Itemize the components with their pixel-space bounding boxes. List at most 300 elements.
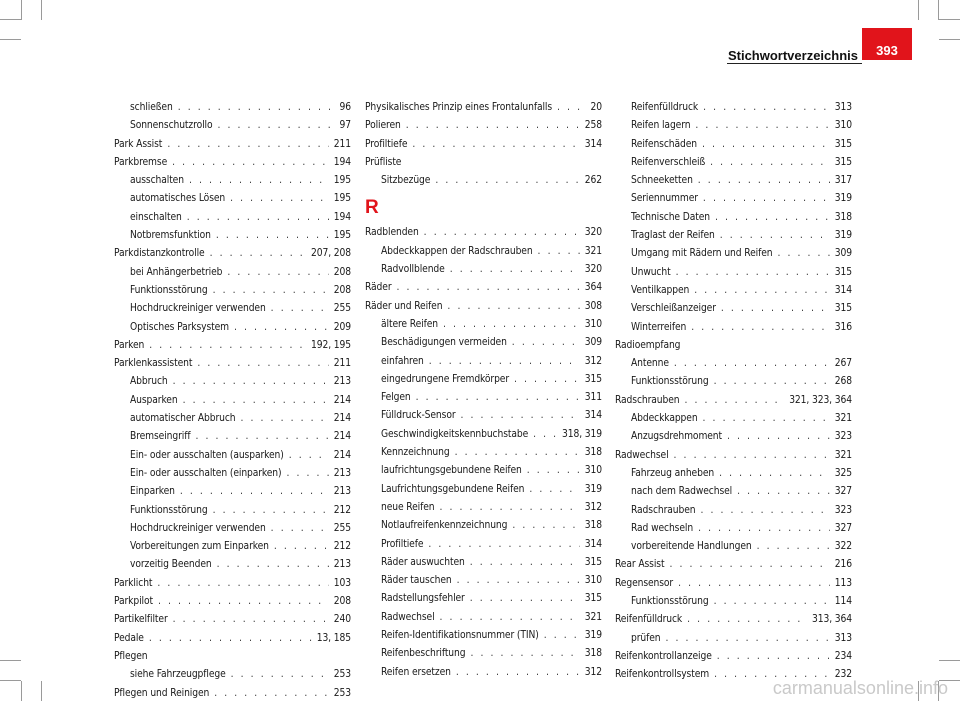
leader-dots	[428, 536, 579, 554]
index-subentry	[365, 371, 602, 389]
crop-mark-top-right-v	[938, 0, 939, 20]
index-term: siehe Fahrzeugpflege	[130, 669, 226, 681]
index-subentry	[114, 117, 351, 135]
leader-dots	[674, 447, 830, 465]
index-page-reference: 318	[834, 211, 852, 223]
index-term: Traglast der Reifen	[631, 230, 715, 242]
leader-dots	[687, 611, 807, 629]
leader-dots	[412, 136, 579, 154]
leader-dots	[189, 172, 329, 190]
index-term: Radwechsel	[381, 611, 435, 623]
index-term: einfahren	[381, 355, 424, 367]
index-subentry	[615, 209, 852, 227]
index-subentry	[365, 353, 602, 371]
index-page-reference: 314	[584, 410, 602, 422]
leader-dots	[271, 520, 329, 538]
page-number-box	[862, 28, 912, 60]
index-term: einschalten	[130, 211, 182, 223]
leader-dots	[691, 319, 830, 337]
index-term: Physikalisches Prinzip eines Frontalunfalls	[365, 102, 553, 113]
leader-dots	[195, 428, 328, 446]
index-page-reference: 313	[834, 632, 852, 644]
index-page-reference: 212	[333, 541, 351, 553]
index-term: Radschrauben	[615, 394, 680, 406]
index-page-reference: 318, 319	[562, 428, 602, 440]
index-entry	[365, 136, 602, 154]
index-subentry	[365, 172, 602, 190]
index-page-reference: 321	[584, 245, 602, 257]
index-subentry	[114, 190, 351, 208]
index-page-reference: 315	[584, 556, 602, 568]
index-page-reference: 311	[584, 392, 602, 404]
leader-dots	[406, 117, 580, 135]
index-page-reference: 234	[834, 650, 852, 662]
index-term: Beschädigungen vermeiden	[381, 337, 507, 349]
leader-dots	[149, 337, 306, 355]
index-entry	[615, 611, 852, 629]
index-entry	[114, 337, 351, 355]
leader-dots	[187, 209, 329, 227]
page-title: Stichwortverzeichnis	[727, 48, 858, 63]
index-term: Reifenverschleiß	[631, 156, 706, 168]
index-term: Technische Daten	[631, 211, 711, 223]
leader-dots	[234, 319, 329, 337]
index-term: Antenne	[631, 358, 669, 370]
index-term: Polieren	[365, 120, 401, 132]
index-page-reference: 214	[333, 449, 351, 461]
index-page-reference: 309	[834, 248, 852, 260]
index-page-reference: 320	[584, 227, 602, 239]
index-subentry	[114, 99, 351, 117]
index-page-reference: 213	[333, 559, 351, 571]
index-page-reference: 232	[834, 669, 852, 681]
index-entry	[365, 117, 602, 135]
index-term: eingedrungene Fremdkörper	[381, 373, 509, 385]
leader-dots	[461, 407, 580, 425]
index-subentry	[114, 373, 351, 391]
leader-dots	[512, 334, 580, 352]
index-term: Umgang mit Rädern und Reifen	[631, 248, 773, 260]
index-page-reference: 321	[834, 413, 852, 425]
leader-dots	[214, 685, 329, 703]
index-page-reference: 114	[834, 596, 852, 608]
crop-mark-top-left-h2	[0, 39, 21, 40]
leader-dots	[231, 666, 329, 684]
index-term: Sitzbezüge	[381, 175, 431, 187]
index-subentry	[114, 556, 351, 574]
index-page-reference: 318	[584, 447, 602, 459]
index-subentry	[114, 538, 351, 556]
leader-dots	[470, 590, 580, 608]
index-page-reference: 267	[834, 358, 852, 370]
leader-dots	[757, 538, 830, 556]
index-term: Ein- oder ausschalten (ausparken)	[130, 449, 284, 461]
index-term: Partikelfilter	[114, 614, 168, 626]
index-term: Parkpilot	[114, 596, 153, 608]
index-subentry	[615, 630, 852, 648]
index-term: Parkbremse	[114, 156, 168, 168]
index-subentry	[615, 245, 852, 263]
index-term: Profiltiefe	[381, 538, 424, 550]
index-term: Seriennummer	[631, 193, 698, 205]
index-term: Unwucht	[631, 266, 671, 278]
leader-dots	[440, 609, 580, 627]
index-page-reference: 13, 185	[316, 632, 351, 644]
index-page-reference: 216	[834, 559, 852, 571]
index-page-reference: 308	[584, 300, 602, 312]
index-term: Geschwindigkeitskennbuchstabe	[381, 428, 529, 440]
index-term: Prüfliste	[365, 156, 402, 168]
index-subentry	[365, 517, 602, 535]
index-subentry	[615, 355, 852, 373]
header-rule	[727, 63, 862, 64]
index-page-reference: 315	[834, 266, 852, 278]
index-term: Fülldruck-Sensor	[381, 410, 456, 422]
leader-dots	[197, 355, 328, 373]
index-page-reference: 20	[590, 102, 602, 113]
leader-dots	[527, 462, 580, 480]
index-page-reference: 314	[834, 284, 852, 296]
index-subentry	[615, 154, 852, 172]
index-page-reference: 213	[333, 376, 351, 388]
index-term: Reifenkontrollanzeige	[615, 650, 712, 662]
index-term: Verschleißanzeiger	[631, 303, 716, 315]
index-page-reference: 315	[834, 303, 852, 315]
index-page-reference: 310	[584, 318, 602, 330]
leader-dots	[167, 136, 328, 154]
leader-dots	[684, 392, 784, 410]
index-page-reference: 195	[333, 175, 351, 187]
index-page-reference: 319	[584, 630, 602, 642]
index-subentry	[615, 593, 852, 611]
index-subentry	[114, 209, 351, 227]
leader-dots	[737, 483, 830, 501]
leader-dots	[710, 154, 830, 172]
index-page-reference: 315	[834, 156, 852, 168]
index-term: Reifenfülldruck	[615, 614, 683, 626]
index-term: Räder	[365, 282, 392, 294]
index-subentry	[365, 590, 602, 608]
index-term: Rear Assist	[615, 559, 665, 571]
index-page-reference: 212	[333, 504, 351, 516]
leader-dots	[695, 117, 829, 135]
leader-dots	[172, 154, 329, 172]
index-term: Reifenfülldruck	[631, 102, 699, 113]
leader-dots	[424, 224, 580, 242]
index-subentry	[365, 462, 602, 480]
crop-mark-top-left-h	[0, 19, 21, 20]
index-page-reference: 310	[584, 575, 602, 587]
leader-dots	[217, 556, 329, 574]
index-subentry	[615, 227, 852, 245]
index-term: Optisches Parksystem	[130, 321, 230, 333]
index-page-reference: 319	[834, 193, 852, 205]
index-entry	[615, 556, 852, 574]
page-number: 393	[876, 43, 898, 58]
leader-dots	[173, 611, 329, 629]
index-entry	[114, 593, 351, 611]
index-subentry	[615, 410, 852, 428]
index-page-reference: 318	[584, 648, 602, 660]
index-term: Hochdruckreiniger verwenden	[130, 522, 266, 534]
index-term: Reifen ersetzen	[381, 666, 451, 678]
index-term: Fahrzeug anheben	[631, 467, 715, 479]
index-page-reference: 314	[584, 538, 602, 550]
index-subentry	[615, 117, 852, 135]
index-subentry	[365, 334, 602, 352]
leader-dots	[217, 117, 334, 135]
index-term: automatisches Lösen	[130, 193, 226, 205]
leader-dots	[456, 664, 580, 682]
crop-mark-bottom-left-v	[21, 681, 22, 701]
index-entry	[114, 136, 351, 154]
index-letter-heading: R	[365, 197, 379, 219]
index-entry	[114, 355, 351, 373]
index-entry	[615, 392, 852, 410]
index-term: Ausparken	[130, 394, 178, 406]
index-entry	[114, 648, 351, 666]
index-term: Sonnenschutzrollo	[130, 120, 213, 132]
leader-dots	[676, 264, 830, 282]
leader-dots	[512, 517, 579, 535]
leader-dots	[702, 136, 830, 154]
index-entry	[114, 611, 351, 629]
index-term: Laufrichtungsgebundene Reifen	[381, 483, 525, 495]
leader-dots	[230, 190, 329, 208]
index-term: Abdeckkappen	[631, 413, 698, 425]
index-term: Kennzeichnung	[381, 447, 450, 459]
index-term: Pflegen	[114, 650, 148, 662]
index-term: Schneeketten	[631, 175, 693, 187]
index-term: Reifenschäden	[631, 138, 697, 150]
index-page-reference: 310	[584, 465, 602, 477]
index-page-reference: 97	[339, 120, 351, 132]
leader-dots	[443, 316, 580, 334]
index-term: Reifen lagern	[631, 120, 691, 132]
leader-dots	[698, 172, 830, 190]
index-subentry	[114, 227, 351, 245]
index-page-reference: 113	[834, 577, 852, 589]
index-term: Notbremsfunktion	[130, 230, 211, 242]
index-term: Pedale	[114, 632, 144, 644]
index-subentry	[365, 316, 602, 334]
index-term: Pflegen und Reinigen	[114, 687, 210, 699]
leader-dots	[538, 243, 580, 261]
index-page-reference: 315	[584, 373, 602, 385]
leader-dots	[678, 575, 830, 593]
index-term: Anzugsdrehmoment	[631, 431, 723, 443]
index-subentry	[365, 536, 602, 554]
index-subentry	[365, 499, 602, 517]
index-page-reference: 312	[584, 355, 602, 367]
index-term: Parklicht	[114, 577, 153, 589]
index-entry	[365, 279, 602, 297]
index-page-reference: 268	[834, 376, 852, 388]
leader-dots	[157, 575, 328, 593]
index-page-reference: 213	[333, 467, 351, 479]
index-subentry	[114, 483, 351, 501]
index-subentry	[114, 172, 351, 190]
leader-dots	[470, 645, 579, 663]
leader-dots	[665, 630, 829, 648]
index-term: Ein- oder ausschalten (einparken)	[130, 467, 282, 479]
index-subentry	[114, 666, 351, 684]
index-term: Funktionsstörung	[130, 284, 208, 296]
index-term: Reifenbeschriftung	[381, 648, 466, 660]
index-subentry	[615, 136, 852, 154]
index-term: ältere Reifen	[381, 318, 438, 330]
index-page-reference: 325	[834, 467, 852, 479]
index-page-reference: 315	[584, 593, 602, 605]
leader-dots	[529, 481, 579, 499]
index-subentry	[615, 172, 852, 190]
index-page-reference: 96	[339, 102, 351, 113]
index-page-reference: 315	[834, 138, 852, 150]
index-page-reference: 313	[834, 102, 852, 113]
index-subentry	[615, 99, 852, 117]
index-subentry	[365, 572, 602, 590]
leader-dots	[669, 556, 829, 574]
index-term: Felgen	[381, 392, 411, 404]
crop-mark-top-left-v	[21, 0, 22, 20]
index-page-reference: 208	[333, 596, 351, 608]
index-subentry	[615, 520, 852, 538]
leader-dots	[227, 264, 328, 282]
index-entry	[615, 575, 852, 593]
index-entry	[365, 298, 602, 316]
index-entry	[615, 447, 852, 465]
index-page-reference: 213	[333, 486, 351, 498]
index-subentry	[615, 428, 852, 446]
index-subentry	[114, 319, 351, 337]
index-subentry	[365, 407, 602, 425]
index-page-reference: 319	[834, 230, 852, 242]
index-page-reference: 214	[333, 431, 351, 443]
leader-dots	[544, 627, 580, 645]
index-term: Profiltiefe	[365, 138, 408, 150]
leader-dots	[777, 245, 829, 263]
index-subentry	[114, 520, 351, 538]
index-term: prüfen	[631, 632, 661, 644]
index-term: Räder auswuchten	[381, 556, 465, 568]
leader-dots	[674, 355, 830, 373]
index-term: automatischer Abbruch	[130, 413, 236, 425]
index-subentry	[615, 282, 852, 300]
index-page-reference: 327	[834, 522, 852, 534]
leader-dots	[439, 499, 579, 517]
leader-dots	[698, 520, 830, 538]
index-page-reference: 258	[584, 120, 602, 132]
index-entry	[615, 337, 852, 355]
crop-mark-top-left-v2	[41, 0, 42, 20]
index-page-reference: 364	[584, 282, 602, 294]
leader-dots	[514, 371, 580, 389]
index-term: Regensensor	[615, 577, 674, 589]
index-term: Rad wechseln	[631, 522, 694, 534]
leader-dots	[149, 630, 312, 648]
index-column-1	[114, 99, 351, 703]
index-entry	[615, 648, 852, 666]
index-page-reference: 327	[834, 486, 852, 498]
leader-dots	[416, 389, 580, 407]
index-page-reference: 323	[834, 504, 852, 516]
index-subentry	[114, 447, 351, 465]
index-entry	[114, 575, 351, 593]
index-subentry	[615, 465, 852, 483]
crop-mark-bottom-left-h	[0, 680, 21, 681]
index-subentry	[114, 300, 351, 318]
index-page-reference: 321	[584, 611, 602, 623]
leader-dots	[183, 392, 329, 410]
index-subentry	[365, 554, 602, 572]
index-term: Funktionsstörung	[130, 504, 208, 516]
crop-mark-bottom-left-v2	[41, 681, 42, 701]
index-term: Hochdruckreiniger verwenden	[130, 303, 266, 315]
leader-dots	[720, 227, 830, 245]
index-term: Radschrauben	[631, 504, 696, 516]
index-page-reference: 192, 195	[311, 339, 351, 351]
index-page-reference: 208	[333, 266, 351, 278]
leader-dots	[216, 227, 329, 245]
index-term: Radblenden	[365, 227, 419, 239]
index-page-reference: 322	[834, 541, 852, 553]
index-term: Ventilkappen	[631, 284, 690, 296]
index-page-reference: 262	[584, 175, 602, 187]
index-page-reference: 208	[333, 284, 351, 296]
watermark: carmanualsonline.info	[772, 678, 948, 698]
leader-dots	[213, 282, 329, 300]
index-page-reference: 320	[584, 264, 602, 276]
index-term: Räder tauschen	[381, 575, 452, 587]
index-page-reference: 253	[333, 687, 351, 699]
index-term: Radwechsel	[615, 449, 669, 461]
index-term: Radvollblende	[381, 264, 445, 276]
index-term: neue Reifen	[381, 501, 435, 513]
index-page-reference: 321, 323, 364	[789, 394, 852, 406]
index-term: bei Anhängerbetrieb	[130, 266, 223, 278]
index-page-reference: 207, 208	[311, 248, 351, 260]
index-page-reference: 103	[333, 577, 351, 589]
leader-dots	[397, 279, 580, 297]
index-page-reference: 195	[333, 230, 351, 242]
index-subentry	[114, 264, 351, 282]
index-term: schließen	[130, 102, 173, 113]
index-subentry	[615, 483, 852, 501]
index-page-reference: 194	[333, 211, 351, 223]
index-term: Reifen-Identifikationsnummer (TIN)	[381, 630, 539, 642]
crop-mark-top-right-h	[939, 19, 960, 20]
leader-dots	[703, 410, 830, 428]
index-page-reference: 312	[584, 666, 602, 678]
index-subentry	[615, 319, 852, 337]
index-term: vorbereitende Handlungen	[631, 541, 752, 553]
leader-dots	[694, 282, 830, 300]
index-page-reference: 209	[333, 321, 351, 333]
index-subentry	[365, 609, 602, 627]
index-subentry	[615, 190, 852, 208]
index-term: Park Assist	[114, 138, 163, 150]
index-term: Parklenkassistent	[114, 358, 193, 370]
index-page-reference: 316	[834, 321, 852, 333]
index-term: Bremseingriff	[130, 431, 191, 443]
index-entry	[114, 245, 351, 263]
leader-dots	[210, 245, 306, 263]
crop-mark-top-right-h2	[939, 39, 960, 40]
index-term: Räder und Reifen	[365, 300, 443, 312]
leader-dots	[455, 444, 580, 462]
index-subentry	[365, 645, 602, 663]
index-subentry	[365, 627, 602, 645]
